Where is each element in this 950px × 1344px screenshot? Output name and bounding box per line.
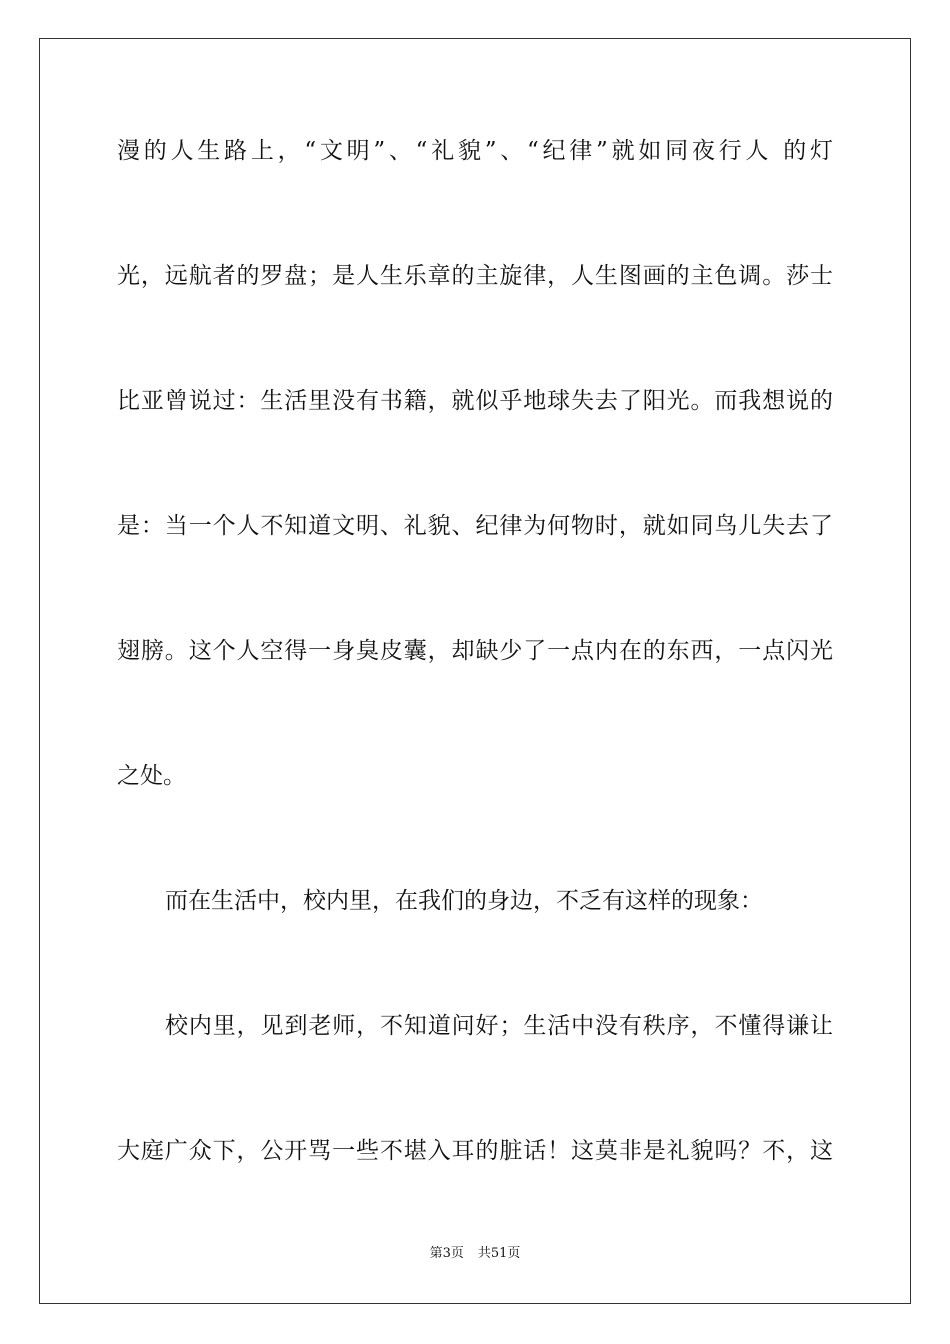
text-line-7: 而在生活中，校内里，在我们的身边，不乏有这样的现象：: [165, 888, 763, 914]
text-line-8: 校内里，见到老师，不知道问好；生活中没有秩序，不懂得谦让: [165, 1013, 833, 1039]
text-line-6: 之处。: [117, 763, 186, 789]
page-border: [39, 38, 911, 1304]
page-number: 第3页: [429, 1246, 464, 1261]
text-line-5: 翅膀。这个人空得一身臭皮囊，却缺少了一点内在的东西，一点闪光: [117, 638, 833, 664]
text-line-4: 是：当一个人不知道文明、礼貌、纪律为何物时，就如同鸟儿失去了: [117, 513, 833, 539]
text-line-2: 光，远航者的罗盘；是人生乐章的主旋律，人生图画的主色调。莎士: [117, 263, 833, 289]
page-footer: [0, 1245, 950, 1263]
text-line-1: 漫的人生路上，“文明”、“礼貌”、“纪律”就如同夜行人 的灯: [117, 138, 833, 164]
page-total: 共51页: [477, 1246, 521, 1261]
text-line-3: 比亚曾说过：生活里没有书籍，就似乎地球失去了阳光。而我想说的: [117, 388, 833, 414]
text-line-9: 大庭广众下，公开骂一些不堪入耳的脏话！这莫非是礼貌吗？不，这: [117, 1138, 833, 1164]
